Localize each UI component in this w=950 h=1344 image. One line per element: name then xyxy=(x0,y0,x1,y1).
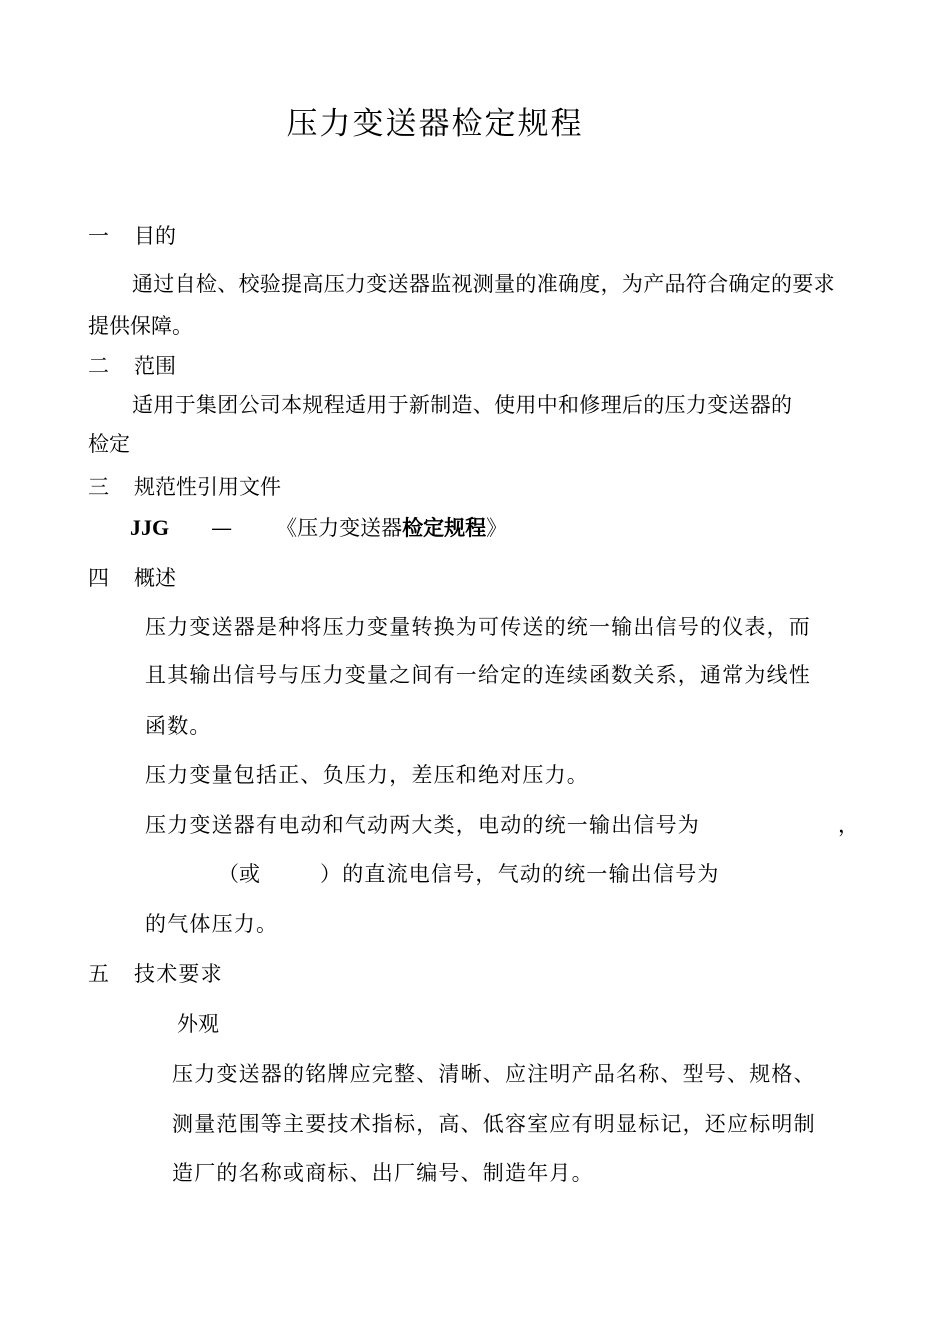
document-title xyxy=(0,106,870,142)
section-number: 一 xyxy=(88,224,109,248)
section-heading-references xyxy=(88,475,281,499)
paragraph-fragment: （或 xyxy=(218,862,260,886)
section-number: 五 xyxy=(88,962,111,986)
section-heading-overview xyxy=(88,566,176,590)
paragraph-line: 通过自检、校验提高压力变送器监视测量的准确度，为产品符合确定的要求 xyxy=(132,272,835,296)
section-number: 四 xyxy=(88,566,109,590)
paragraph-line: 压力变量包括正、负压力，差压和绝对压力。 xyxy=(145,763,589,787)
reference-title-open: 《压力变送器 xyxy=(276,516,403,540)
paragraph-line: 提供保障。 xyxy=(88,314,193,338)
reference-line xyxy=(130,516,507,540)
paragraph-fragment: ， xyxy=(838,813,859,837)
paragraph-line: 压力变送器是种将压力变量转换为可传送的统一输出信号的仪表，而 xyxy=(145,615,811,639)
reference-code: JJG xyxy=(130,515,170,540)
reference-title-bold: 检定规程 xyxy=(402,515,487,540)
section-title: 目的 xyxy=(134,224,176,248)
section-title: 规范性引用文件 xyxy=(134,475,281,499)
paragraph-line: 函数。 xyxy=(145,714,212,738)
section-number: 三 xyxy=(88,475,109,499)
section-number: 二 xyxy=(88,354,109,378)
section-heading-scope xyxy=(88,354,176,378)
paragraph-fragment: ）的直流电信号，气动的统一输出信号为 xyxy=(320,862,720,886)
document-title-text: 压力变送器检定规程 xyxy=(286,106,584,142)
paragraph-line: 压力变送器的铭牌应完整、清晰、应注明产品名称、型号、规格、 xyxy=(172,1062,816,1086)
section-title: 范围 xyxy=(134,354,176,378)
section-title: 概述 xyxy=(134,566,176,590)
paragraph-line: 测量范围等主要技术指标，高、低容室应有明显标记，还应标明制 xyxy=(172,1112,816,1136)
section-heading-requirements xyxy=(88,962,223,986)
subsection-heading-appearance: 外观 xyxy=(177,1012,219,1036)
paragraph-line: 且其输出信号与压力变量之间有一给定的连续函数关系，通常为线性 xyxy=(145,663,811,687)
paragraph-line: 适用于集团公司本规程适用于新制造、使用中和修理后的压力变送器的 xyxy=(132,393,793,417)
paragraph-line: 压力变送器有电动和气动两大类，电动的统一输出信号为 xyxy=(145,813,700,837)
paragraph-line: 检定 xyxy=(88,432,130,456)
section-title: 技术要求 xyxy=(134,962,223,986)
paragraph-line: 的气体压力。 xyxy=(145,912,279,936)
reference-dash: — xyxy=(211,516,233,540)
section-heading-purpose xyxy=(88,224,176,248)
reference-title-close: 》 xyxy=(486,516,508,540)
paragraph-line: 造厂的名称或商标、出厂编号、制造年月。 xyxy=(172,1161,594,1185)
